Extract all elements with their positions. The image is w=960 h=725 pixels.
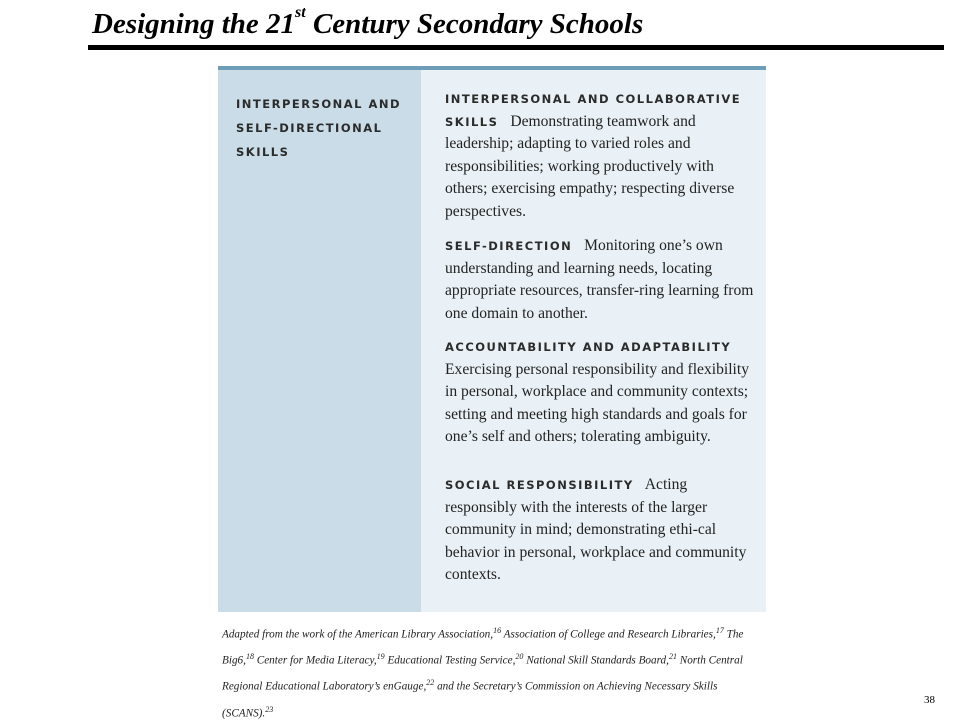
entry-heading: SELF-DIRECTION [445, 239, 573, 253]
skills-figure [218, 66, 766, 612]
entry-text: Exercising personal responsibility and flexibility in personal, workplace and community contexts; setting and meeting high standards and goals for one’s self and others; tolerating ambiguity. [445, 360, 750, 445]
entry-interpersonal-collaborative [445, 88, 757, 223]
slide-title [92, 4, 644, 41]
title-rule [88, 45, 944, 50]
entry-text: Monitoring one’s own understanding and learning needs, locating appropriate resources, transfer-ring learning from one domain to another. [445, 237, 754, 322]
entry-heading: INTERPERSONAL AND COLLABORATIVE SKILLS [445, 92, 742, 129]
slide-title-superscript: st [295, 4, 306, 21]
page-number: 38 [924, 694, 935, 706]
entry-heading: ACCOUNTABILITY AND ADAPTABILITY [445, 340, 732, 354]
slide-title-rest: Century Secondary Schools [305, 8, 644, 40]
source-footnote: Adapted from the work of the American Library Association,$^{16}$ Association of College and Research Libraries,$^{17}$ The Big6,18 Center for Media Literacy,$^{19}$ Educational Testing Service,$^{20}$ National Skill Standards Board,$^{21}$ North Central Regional Educational Laboratory’s enGauge,$^{22}$ and the Secretary’s Commission on Achieving Necessary Skills (SCANS).$^{23}$ [222, 626, 744, 720]
category-column [218, 70, 421, 612]
entry-accountability-adaptability [445, 336, 757, 449]
entry-text: Demonstrating teamwork and leadership; adapting to varied roles and responsibilities; working productively with others; exercising empathy; respecting diverse perspectives. [445, 112, 735, 220]
entry-social-responsibility [445, 474, 757, 587]
entry-self-direction [445, 235, 757, 325]
entry-text: Acting responsibly with the interests of the larger community in mind; demonstrating ethi-cal behavior in personal, workplace and community contexts. [445, 476, 747, 583]
entry-heading: SOCIAL RESPONSIBILITY [445, 478, 634, 492]
slide-title-main: Designing the 21 [92, 8, 296, 40]
category-label: INTERPERSONAL AND SELF-DIRECTIONAL SKILLS [236, 97, 402, 159]
